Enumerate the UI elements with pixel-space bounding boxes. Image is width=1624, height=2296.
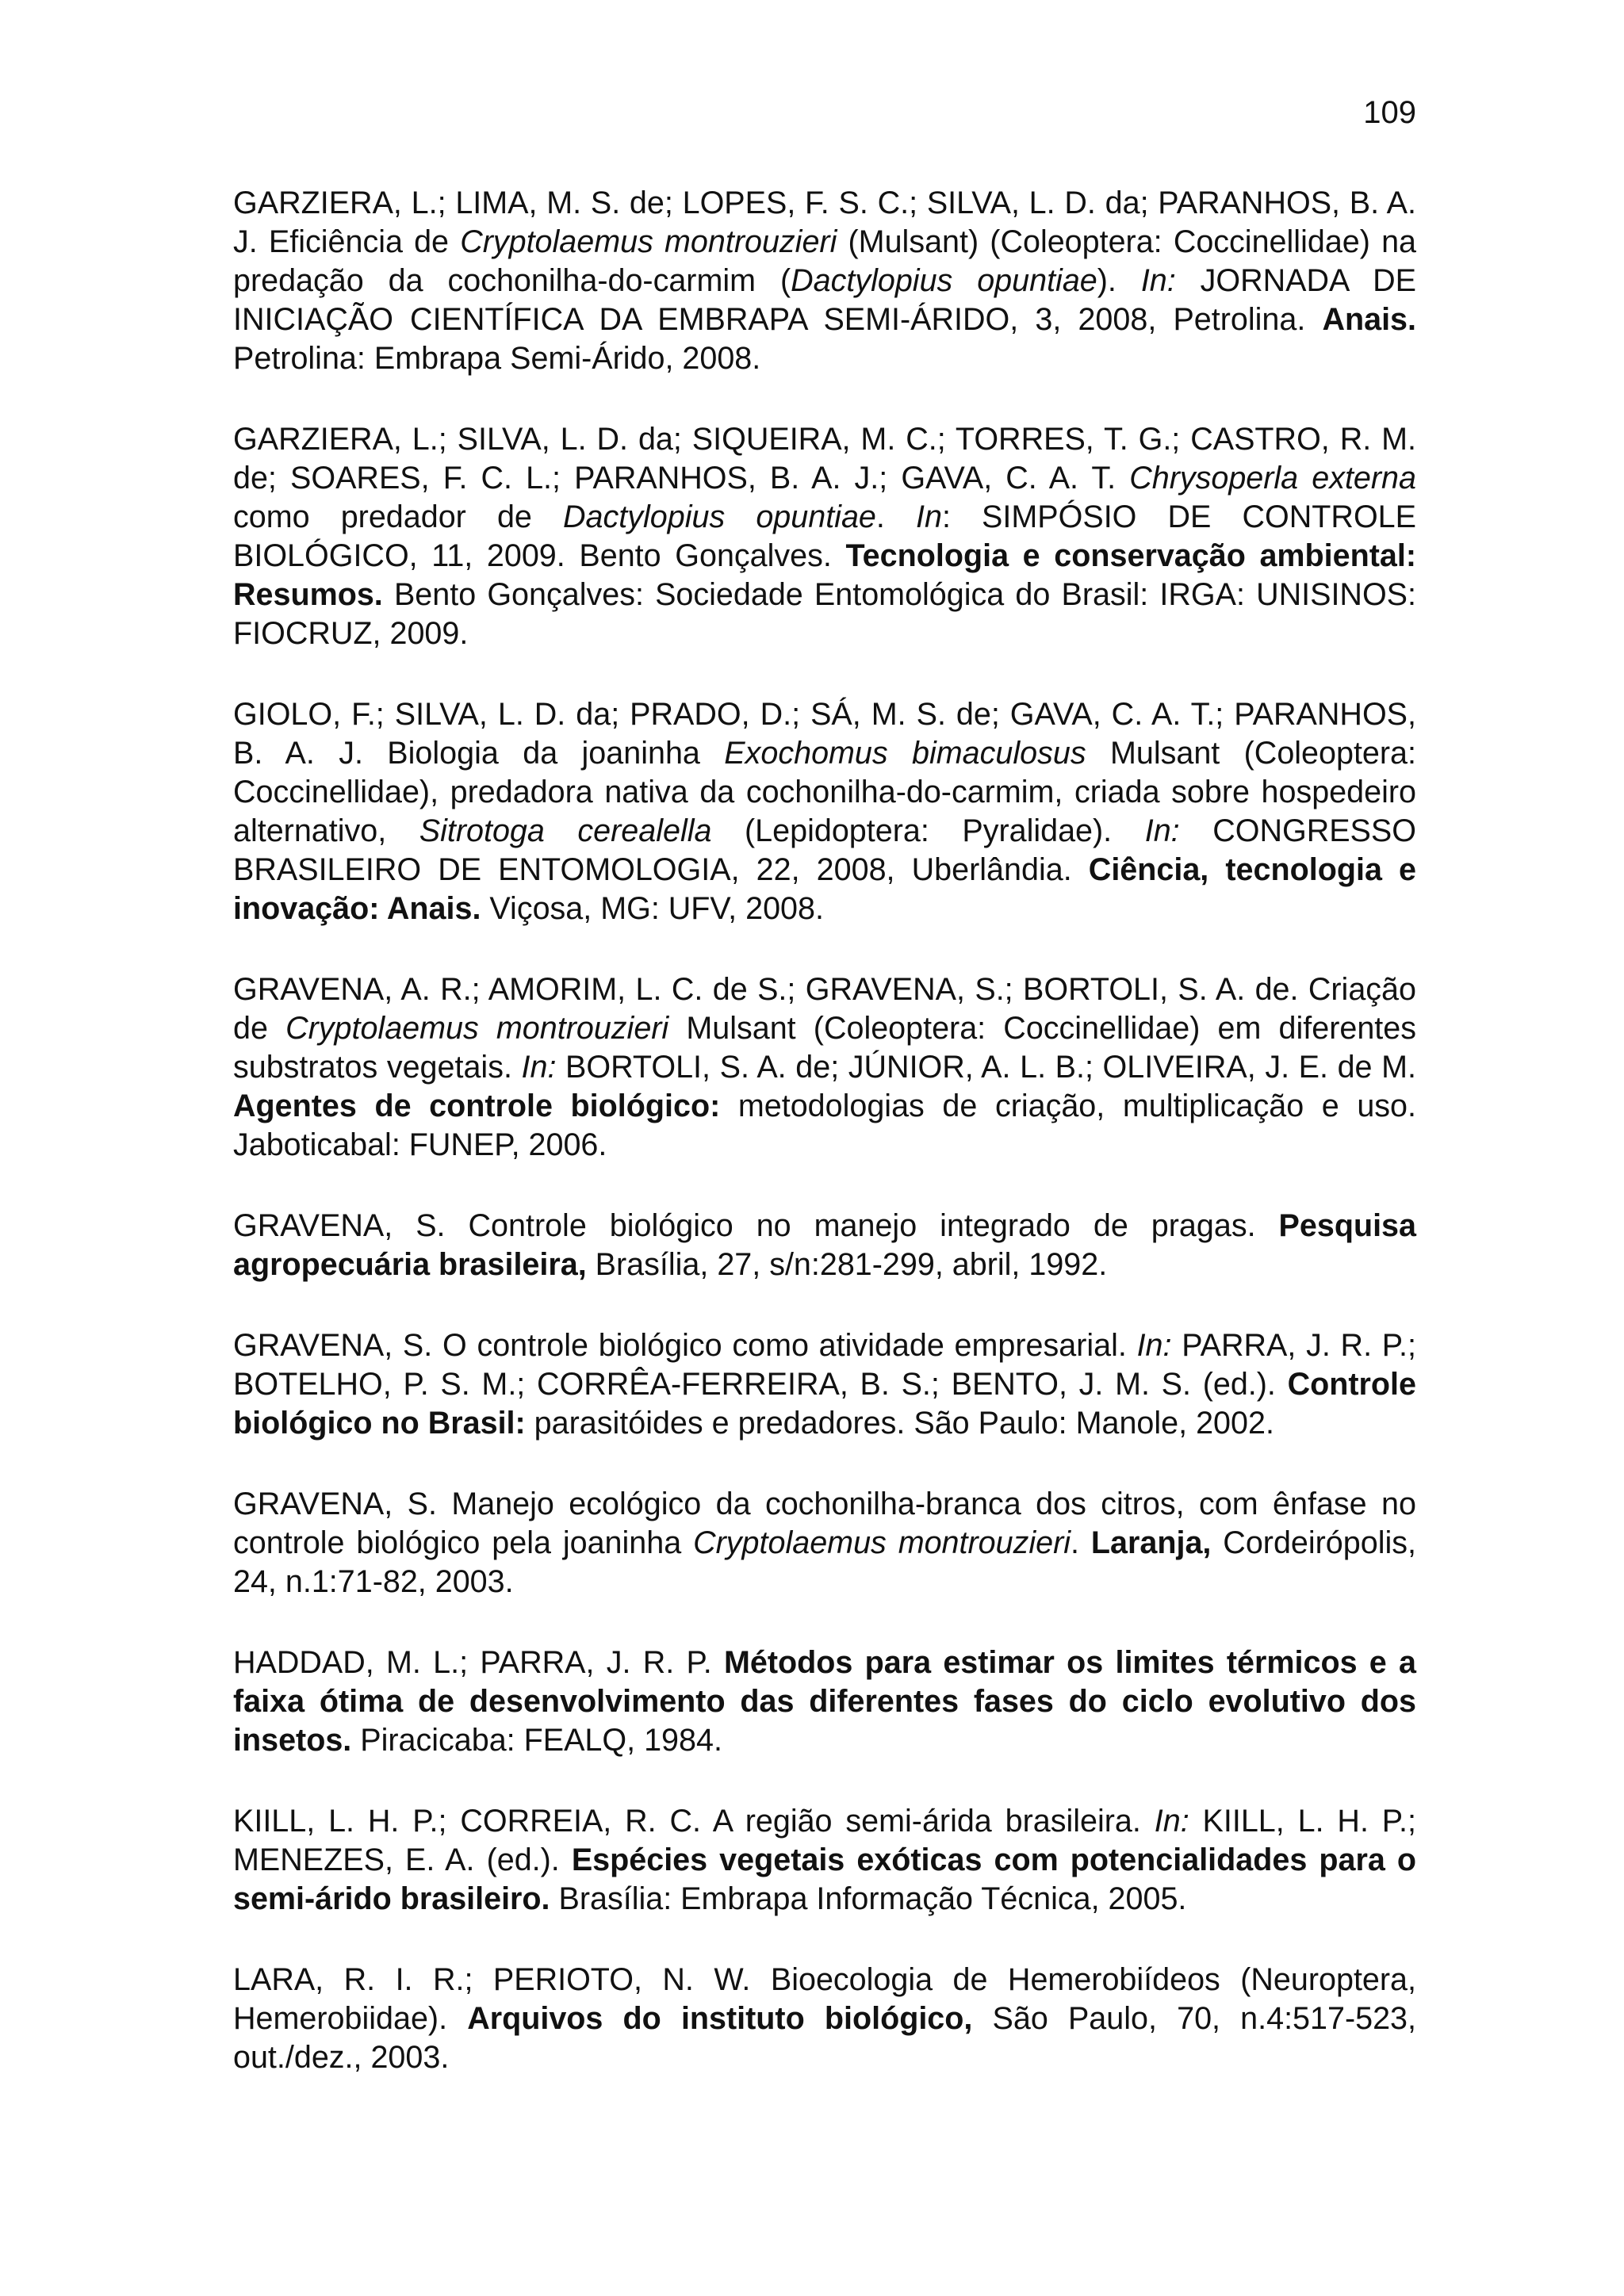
reference-text: CONGRESSO BRASILEIRO DE ENTOMOLOGIA, 22, 2008, Uberlândia. bbox=[233, 813, 1416, 887]
reference-entry bbox=[233, 1961, 1416, 2077]
reference-italic-text: In: bbox=[521, 1050, 557, 1085]
reference-text: KIILL, L. H. P.; MENEZES, E. A. (ed.). bbox=[233, 1804, 1416, 1877]
reference-text: GRAVENA, S. O controle biológico como atividade empresarial. bbox=[233, 1328, 1137, 1363]
reference-bold-text: Agentes de controle biológico: bbox=[233, 1089, 721, 1123]
reference-text: parasitóides e predadores. São Paulo: Manole, 2002. bbox=[525, 1406, 1274, 1441]
reference-text: BORTOLI, S. A. de; JÚNIOR, A. L. B.; OLIVEIRA, J. E. de M. bbox=[556, 1050, 1416, 1085]
reference-italic-text: Exochomus bimaculosus bbox=[724, 736, 1086, 771]
reference-text: como predador de bbox=[233, 499, 564, 534]
reference-entry bbox=[233, 1326, 1416, 1443]
reference-entry bbox=[233, 184, 1416, 378]
reference-entry bbox=[233, 1485, 1416, 1601]
reference-entry bbox=[233, 420, 1416, 653]
reference-text: GIOLO, F.; SILVA, L. D. da; PRADO, D.; SÁ, M. S. de; GAVA, C. A. T.; PARANHOS, B. A. J. Biologia da joaninha bbox=[233, 697, 1416, 771]
reference-entry bbox=[233, 1644, 1416, 1760]
reference-bold-text: Arquivos do instituto biológico, bbox=[467, 2001, 973, 2036]
reference-bold-text: Espécies vegetais exóticas com potencialidades para o semi-árido brasileiro. bbox=[233, 1843, 1416, 1916]
reference-italic-text: Cryptolaemus montrouzieri bbox=[285, 1011, 669, 1046]
reference-text: Viçosa, MG: UFV, 2008. bbox=[481, 891, 824, 926]
reference-text: (Mulsant) (Coleoptera: Coccinellidae) na predação da cochonilha-do-carmim ( bbox=[233, 224, 1416, 298]
reference-entry bbox=[233, 695, 1416, 928]
reference-bold-text: Métodos para estimar os limites térmicos e a faixa ótima de desenvolvimento das diferentes fases do ciclo evolutivo dos insetos. bbox=[233, 1645, 1416, 1758]
reference-entry bbox=[233, 1207, 1416, 1284]
reference-bold-text: Pesquisa agropecuária brasileira, bbox=[233, 1208, 1416, 1282]
reference-text: Brasília: Embrapa Informação Técnica, 2005. bbox=[550, 1881, 1187, 1916]
reference-italic-text: In: bbox=[1144, 813, 1180, 848]
reference-entry bbox=[233, 1802, 1416, 1919]
reference-bold-text: Controle biológico no Brasil: bbox=[233, 1367, 1416, 1441]
reference-italic-text: In bbox=[916, 499, 942, 534]
reference-text: (Lepidoptera: Pyralidae). bbox=[711, 813, 1145, 848]
reference-text: Mulsant (Coleoptera: Coccinellidae) em diferentes substratos vegetais. bbox=[233, 1011, 1416, 1085]
reference-text: Brasília, 27, s/n:281-299, abril, 1992. bbox=[586, 1247, 1108, 1282]
reference-text: LARA, R. I. R.; PERIOTO, N. W. Bioecologia de Hemerobiídeos (Neuroptera, Hemerobiidae). bbox=[233, 1962, 1416, 2036]
reference-text: JORNADA DE INICIAÇÃO CIENTÍFICA DA EMBRAPA SEMI-ÁRIDO, 3, 2008, Petrolina. bbox=[233, 263, 1416, 337]
reference-text: : SIMPÓSIO DE CONTROLE BIOLÓGICO, 11, 2009. Bento Gonçalves. bbox=[233, 499, 1416, 573]
reference-list bbox=[233, 184, 1416, 2119]
reference-entry bbox=[233, 970, 1416, 1165]
reference-italic-text: Sitrotoga cerealella bbox=[419, 813, 712, 848]
reference-italic-text: Dactylopius opuntiae bbox=[563, 499, 876, 534]
reference-text: GARZIERA, L.; SILVA, L. D. da; SIQUEIRA, M. C.; TORRES, T. G.; CASTRO, R. M. de; SOARES, F. C. L.; PARANHOS, B. A. J.; GAVA, C. A. T. bbox=[233, 422, 1416, 496]
reference-text: . bbox=[1071, 1525, 1091, 1560]
reference-text: PARRA, J. R. P.; BOTELHO, P. S. M.; CORRÊA-FERREIRA, B. S.; BENTO, J. M. S. (ed.). bbox=[233, 1328, 1416, 1402]
reference-text: GRAVENA, S. Manejo ecológico da cochonilha-branca dos citros, com ênfase no controle biológico pela joaninha bbox=[233, 1487, 1416, 1560]
reference-bold-text: Laranja, bbox=[1090, 1525, 1212, 1560]
reference-italic-text: In: bbox=[1154, 1804, 1189, 1839]
reference-text: Petrolina: Embrapa Semi-Árido, 2008. bbox=[233, 341, 761, 376]
reference-text: São Paulo, 70, n.4:517-523, out./dez., 2003. bbox=[233, 2001, 1416, 2075]
reference-text: Cordeirópolis, 24, n.1:71-82, 2003. bbox=[233, 1525, 1416, 1599]
reference-text: GARZIERA, L.; LIMA, M. S. de; LOPES, F. S. C.; SILVA, L. D. da; PARANHOS, B. A. J. Eficiência de bbox=[233, 186, 1416, 259]
reference-italic-text: Dactylopius opuntiae bbox=[791, 263, 1097, 298]
reference-text: metodologias de criação, multiplicação e uso. Jaboticabal: FUNEP, 2006. bbox=[233, 1089, 1416, 1162]
reference-bold-text: Ciência, tecnologia e inovação: Anais. bbox=[233, 852, 1417, 926]
reference-italic-text: Cryptolaemus montrouzieri bbox=[693, 1525, 1071, 1560]
reference-text: Piracicaba: FEALQ, 1984. bbox=[351, 1723, 722, 1758]
reference-italic-text: In: bbox=[1136, 1328, 1172, 1363]
reference-text: KIILL, L. H. P.; CORREIA, R. C. A região semi-árida brasileira. bbox=[233, 1804, 1155, 1839]
reference-italic-text: Chrysoperla externa bbox=[1129, 461, 1416, 496]
page-number: 109 bbox=[1363, 95, 1416, 130]
reference-text: . bbox=[875, 499, 916, 534]
reference-text: ). bbox=[1097, 263, 1141, 298]
reference-bold-text: Tecnologia e conservação ambiental: Resumos. bbox=[233, 538, 1416, 612]
reference-text: Bento Gonçalves: Sociedade Entomológica do Brasil: IRGA: UNISINOS: FIOCRUZ, 2009. bbox=[233, 577, 1416, 651]
reference-text: Mulsant (Coleoptera: Coccinellidae), predadora nativa da cochonilha-do-carmim, criada sobre hospedeiro alternativo, bbox=[233, 736, 1416, 848]
reference-text: GRAVENA, A. R.; AMORIM, L. C. de S.; GRAVENA, S.; BORTOLI, S. A. de. Criação de bbox=[233, 972, 1416, 1046]
reference-text: GRAVENA, S. Controle biológico no manejo integrado de pragas. bbox=[233, 1208, 1279, 1243]
reference-bold-text: Anais. bbox=[1322, 302, 1416, 337]
reference-italic-text: In: bbox=[1140, 263, 1176, 298]
reference-text: HADDAD, M. L.; PARRA, J. R. P. bbox=[233, 1645, 724, 1680]
reference-italic-text: Cryptolaemus montrouzieri bbox=[460, 224, 837, 259]
